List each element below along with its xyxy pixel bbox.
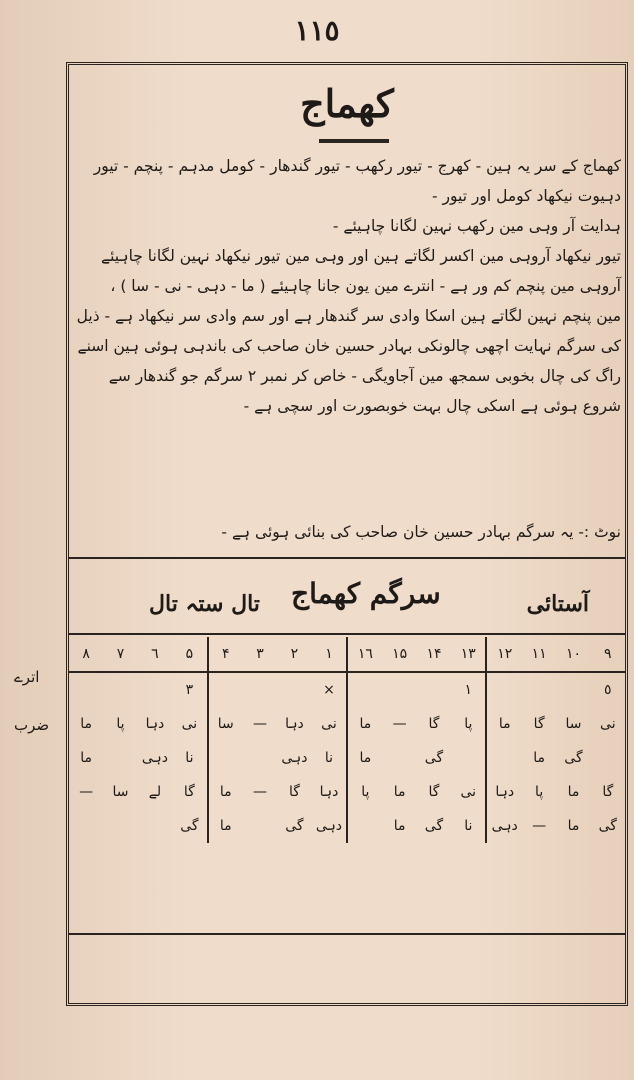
- header-asthai: آستائی: [526, 591, 589, 617]
- grid-cell: سا: [565, 716, 582, 732]
- header-taal: تال ستہ تال: [149, 591, 260, 617]
- grid-row: [69, 741, 625, 775]
- grid-cell: سا: [208, 707, 243, 741]
- grid-cell: [347, 809, 382, 843]
- grid-cell: —: [79, 784, 94, 800]
- grid-cell: [138, 809, 173, 843]
- sargam-grid: [69, 637, 625, 843]
- grid-row: [69, 707, 625, 741]
- grid-cell: گی: [285, 818, 304, 834]
- grid-cell: ١۴: [417, 637, 451, 672]
- grid-cell: لے: [148, 784, 162, 800]
- grid-cell: ما: [393, 784, 406, 800]
- grid-cell: دہی: [486, 809, 522, 843]
- grid-cell: ٢: [277, 637, 312, 672]
- grid-cell: ٩: [591, 637, 625, 672]
- grid-cell: [69, 672, 103, 707]
- grid-cell: ما: [347, 707, 382, 741]
- grid-cell: [486, 672, 522, 707]
- page-title: کھماج: [300, 81, 394, 126]
- grid-cell: پا: [535, 784, 544, 800]
- grid-cell: گا: [602, 784, 614, 800]
- margin-label-antre: اترے: [14, 668, 40, 686]
- grid-cell: دہی: [281, 750, 308, 766]
- paragraph-guidance: ہدایت آر وہی مین رکھب نہین لگانا چاہیئے -: [332, 217, 621, 235]
- grid-beat-row: [69, 637, 625, 672]
- author-note: نوٹ :- یہ سرگم بہادر حسین خان صاحب کی بنائی ہوئی ہے -: [221, 523, 621, 541]
- grid-cell: [383, 741, 417, 775]
- grid-cell: گا: [428, 784, 440, 800]
- grid-cell: ما: [393, 818, 406, 834]
- grid-cell: سا: [112, 784, 129, 800]
- page-number: ١١٥: [294, 14, 340, 47]
- grid-cell: دہا: [145, 716, 165, 732]
- grid-cell: نا: [464, 818, 473, 834]
- grid-cell: ٦: [138, 637, 173, 672]
- grid-cell: گا: [533, 716, 545, 732]
- grid-cell: ×: [323, 682, 335, 698]
- grid-cell: ٣: [185, 682, 194, 698]
- grid-cell: پا: [464, 716, 473, 732]
- grid-cell: [522, 672, 556, 707]
- grid-cell: [347, 672, 382, 707]
- sargam-header: [69, 561, 625, 633]
- grid-cell: دہی: [141, 750, 168, 766]
- grid-cell: [243, 741, 277, 775]
- header-sargam-title: سرگم کھماج: [291, 577, 441, 610]
- prose-block: [75, 151, 621, 421]
- grid-cell: گا: [428, 716, 440, 732]
- grid-cell: ما: [533, 750, 546, 766]
- grid-cell: ١۵: [383, 637, 417, 672]
- grid-cell: پا: [347, 775, 382, 809]
- grid-cell: [69, 809, 103, 843]
- grid-cell: [383, 672, 417, 707]
- grid-cell: [486, 741, 522, 775]
- grid-cell: ١٣: [451, 637, 486, 672]
- grid-row: [69, 672, 625, 707]
- grid-cell: نی: [321, 716, 337, 732]
- grid-cell: [243, 672, 277, 707]
- grid-cell: گی: [180, 818, 199, 834]
- grid-cell: [451, 741, 486, 775]
- grid-cell: [417, 672, 451, 707]
- divider-grid-top: [69, 633, 625, 635]
- grid-cell: گی: [424, 818, 444, 834]
- grid-cell: گی: [424, 750, 444, 766]
- grid-cell: دہی: [315, 818, 343, 834]
- grid-cell: —: [392, 716, 407, 732]
- grid-row: [69, 809, 625, 843]
- grid-cell: ما: [567, 784, 580, 800]
- grid-row: [69, 775, 625, 809]
- grid-cell: —: [253, 716, 267, 732]
- grid-cell: ما: [347, 741, 382, 775]
- grid-cell: [208, 741, 243, 775]
- grid-cell: ١٦: [347, 637, 382, 672]
- grid-cell: [208, 672, 243, 707]
- grid-cell: [556, 672, 590, 707]
- divider-top: [69, 557, 625, 559]
- grid-cell: ۵: [172, 637, 207, 672]
- grid-cell: دہا: [319, 784, 339, 800]
- divider-grid-bottom: [69, 933, 625, 935]
- margin-label-zarb: ضرب: [14, 716, 50, 734]
- paragraph-notes: کھماج کے سر یہ ہین - کھرج - تیور رکھب - تیور گندھار - کومل مدہم - پنچم - تیور دہیوت نیکھاد کومل اور تیور -: [93, 157, 621, 205]
- grid-cell: ١: [312, 637, 348, 672]
- grid-cell: —: [532, 818, 547, 834]
- title-underline: [319, 139, 389, 143]
- grid-cell: ١١: [522, 637, 556, 672]
- grid-cell: نی: [460, 784, 477, 800]
- page-frame: [66, 62, 628, 1006]
- grid-cell: گا: [288, 784, 300, 800]
- grid-cell: نا: [185, 750, 194, 766]
- grid-cell: ٥: [604, 682, 612, 698]
- grid-cell: ما: [486, 707, 522, 741]
- grid-cell: دہا: [285, 716, 304, 732]
- grid-cell: ما: [80, 750, 93, 766]
- grid-cell: ٨: [69, 637, 103, 672]
- grid-cell: گی: [598, 818, 617, 834]
- grid-cell: ما: [80, 716, 93, 732]
- grid-cell: پا: [116, 716, 125, 732]
- grid-cell: ٧: [103, 637, 137, 672]
- grid-cell: [103, 809, 137, 843]
- grid-cell: گی: [564, 750, 583, 766]
- grid-cell: نی: [600, 716, 616, 732]
- paragraph-vadi: مین پنچم نہین لگاتے ہین اسکا وادی سر گندھار ہے اور سم وادی سر نیکھاد ہے - ذیل کی سرگم نہایت اچھی چالونکی بہادر حسین خان صاحب کی باندہی ہوئی ہین اسنے راگ کی چال بخوبی سمجھ مین آجاویگی - خاص کر نمبر ۲ سرگم جو گندھار سے شروع ہوئی ہے اسکی چال بہت خوبصورت اور سچی ہے -: [76, 307, 621, 415]
- grid-cell: ١٢: [486, 637, 522, 672]
- grid-cell: —: [253, 784, 267, 800]
- grid-cell: ما: [208, 809, 243, 843]
- paragraph-nikhad: تیور نیکھاد آروہی مین اکسر لگاتے ہین اور وہی مین تیور نیکھاد نہین لگانا چاہیئے آروہی مین پنچم کم ور ہے - انترے مین یون جانا چاہیئے ( ما - دہی - نی - سا ) ،: [101, 247, 621, 295]
- grid-cell: ٣: [243, 637, 277, 672]
- grid-cell: [103, 672, 137, 707]
- grid-cell: ما: [208, 775, 243, 809]
- grid-cell: [277, 672, 312, 707]
- grid-cell: [243, 809, 277, 843]
- grid-cell: [591, 741, 625, 775]
- grid-cell: ١: [464, 682, 473, 698]
- grid-cell: ١٠: [556, 637, 590, 672]
- grid-cell: [138, 672, 173, 707]
- grid-cell: نی: [181, 716, 198, 732]
- grid-cell: گا: [183, 784, 195, 800]
- grid-cell: نا: [324, 750, 334, 766]
- grid-cell: ما: [567, 818, 580, 834]
- grid-cell: دہا: [486, 775, 522, 809]
- grid-cell: ۴: [208, 637, 243, 672]
- grid-cell: [103, 741, 137, 775]
